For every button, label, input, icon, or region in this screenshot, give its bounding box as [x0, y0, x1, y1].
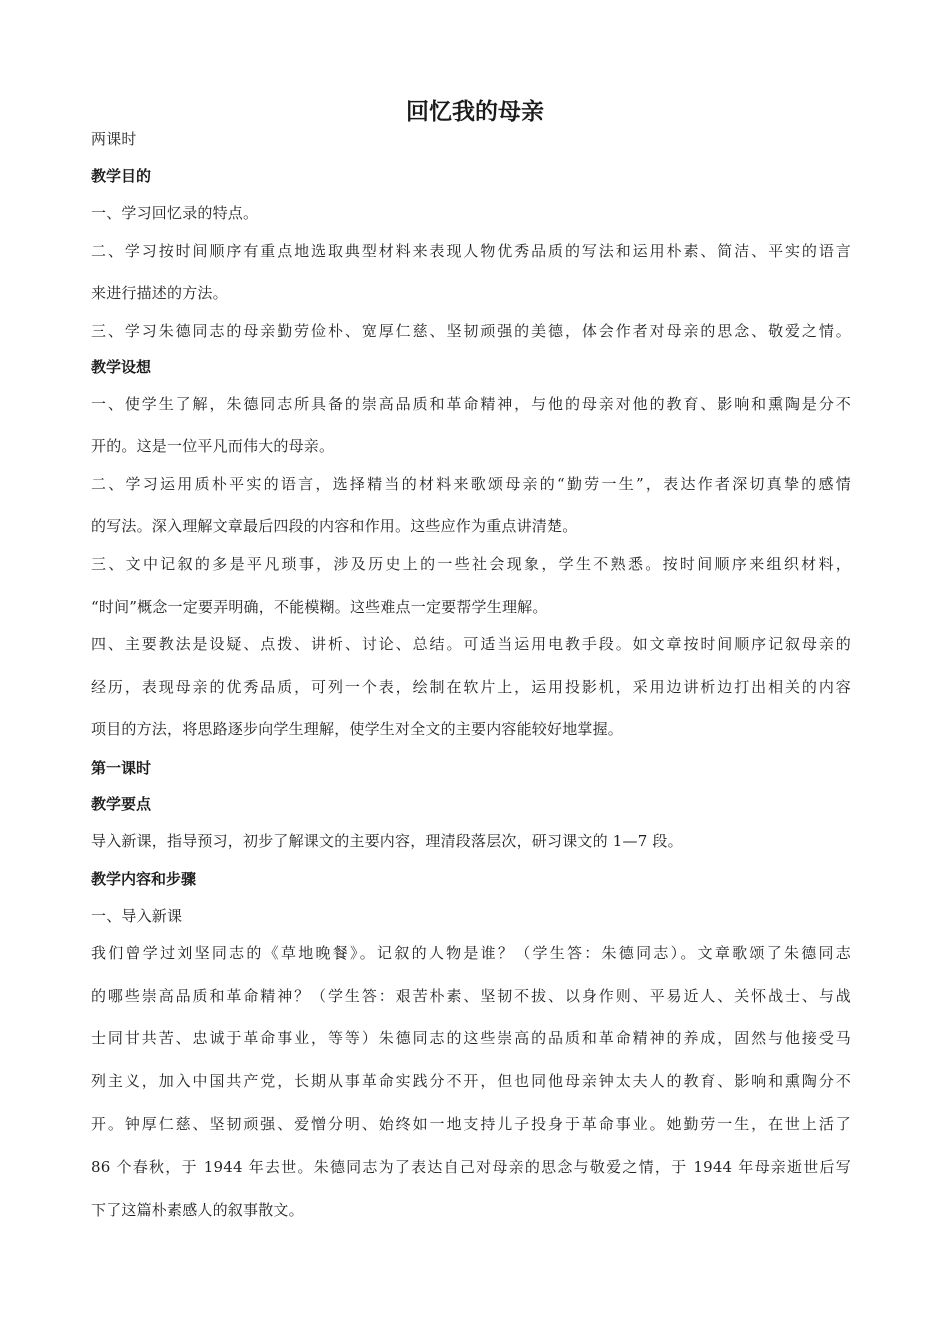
goal-line-1: 一、学习回忆录的特点。: [91, 204, 259, 222]
intro-line-5: 开。钟厚仁慈、坚韧顽强、爱憎分明、始终如一地支持儿子投身于革命事业。她勤劳一生，在世上活了: [91, 1115, 851, 1133]
section-heading-points: 教学要点: [91, 795, 152, 813]
intro-line-1: 我们曾学过刘坚同志的《草地晚餐》。记叙的人物是谁？（学生答：朱德同志）。文章歌颂了朱德同志: [91, 944, 851, 962]
intro-line-3: 士同甘共苦、忠诚于革命事业，等等）朱德同志的这些崇高的品质和革命精神的养成，固然与他接受马: [91, 1029, 851, 1047]
design-line-3b: “时间”概念一定要弄明确，不能模糊。这些难点一定要帮学生理解。: [91, 598, 548, 616]
design-line-4c: 项目的方法，将思路逐步向学生理解，使学生对全文的主要内容能较好地掌握。: [91, 720, 624, 738]
section-heading-goals: 教学目的: [91, 167, 152, 185]
design-line-2a: 二、学习运用质朴平实的语言，选择精当的材料来歌颂母亲的“勤劳一生”，表达作者深切真挚的感情: [91, 475, 851, 493]
design-line-2b: 的写法。深入理解文章最后四段的内容和作用。这些应作为重点讲清楚。: [91, 517, 578, 535]
design-line-1b: 开的。这是一位平凡而伟大的母亲。: [91, 437, 335, 455]
goal-line-3: 三、学习朱德同志的母亲勤劳俭朴、宽厚仁慈、坚韧顽强的美德，体会作者对母亲的思念、敬爱之情。: [91, 322, 851, 340]
section-heading-steps: 教学内容和步骤: [91, 870, 197, 888]
points-text: 导入新课，指导预习，初步了解课文的主要内容，理清段落层次，研习课文的 1—7 段。: [91, 832, 683, 850]
intro-line-4: 列主义，加入中国共产党，长期从事革命实践分不开，但也同他母亲钟太夫人的教育、影响和熏陶分不: [91, 1072, 851, 1090]
intro-line-6: 86 个春秋，于 1944 年去世。朱德同志为了表达自己对母亲的思念与敬爱之情，于 1944 年母亲逝世后写: [91, 1158, 851, 1176]
lesson-count: 两课时: [91, 130, 137, 148]
design-line-1a: 一、使学生了解，朱德同志所具备的崇高品质和革命精神，与他的母亲对他的教育、影响和熏陶是分不: [91, 395, 851, 413]
goal-line-2b: 来进行描述的方法。: [91, 284, 228, 302]
design-line-4a: 四、主要教法是设疑、点拨、讲析、讨论、总结。可适当运用电教手段。如文章按时间顺序记叙母亲的: [91, 635, 851, 653]
intro-line-2: 的哪些崇高品质和革命精神？（学生答：艰苦朴素、坚韧不拔、以身作则、平易近人、关怀战士、与战: [91, 987, 851, 1005]
design-line-3a: 三、文中记叙的多是平凡琐事，涉及历史上的一些社会现象，学生不熟悉。按时间顺序来组织材料，: [91, 555, 851, 573]
design-line-4b: 经历，表现母亲的优秀品质，可列一个表，绘制在软片上，运用投影机，采用边讲析边打出相关的内容: [91, 678, 851, 696]
section-heading-design: 教学设想: [91, 358, 152, 376]
section-heading-lesson1: 第一课时: [91, 759, 152, 777]
step-1-label: 一、导入新课: [91, 907, 183, 925]
goal-line-2a: 二、学习按时间顺序有重点地选取典型材料来表现人物优秀品质的写法和运用朴素、简洁、平实的语言: [91, 242, 851, 260]
document-title: 回忆我的母亲: [406, 99, 544, 125]
intro-line-7: 下了这篇朴素感人的叙事散文。: [91, 1201, 304, 1219]
